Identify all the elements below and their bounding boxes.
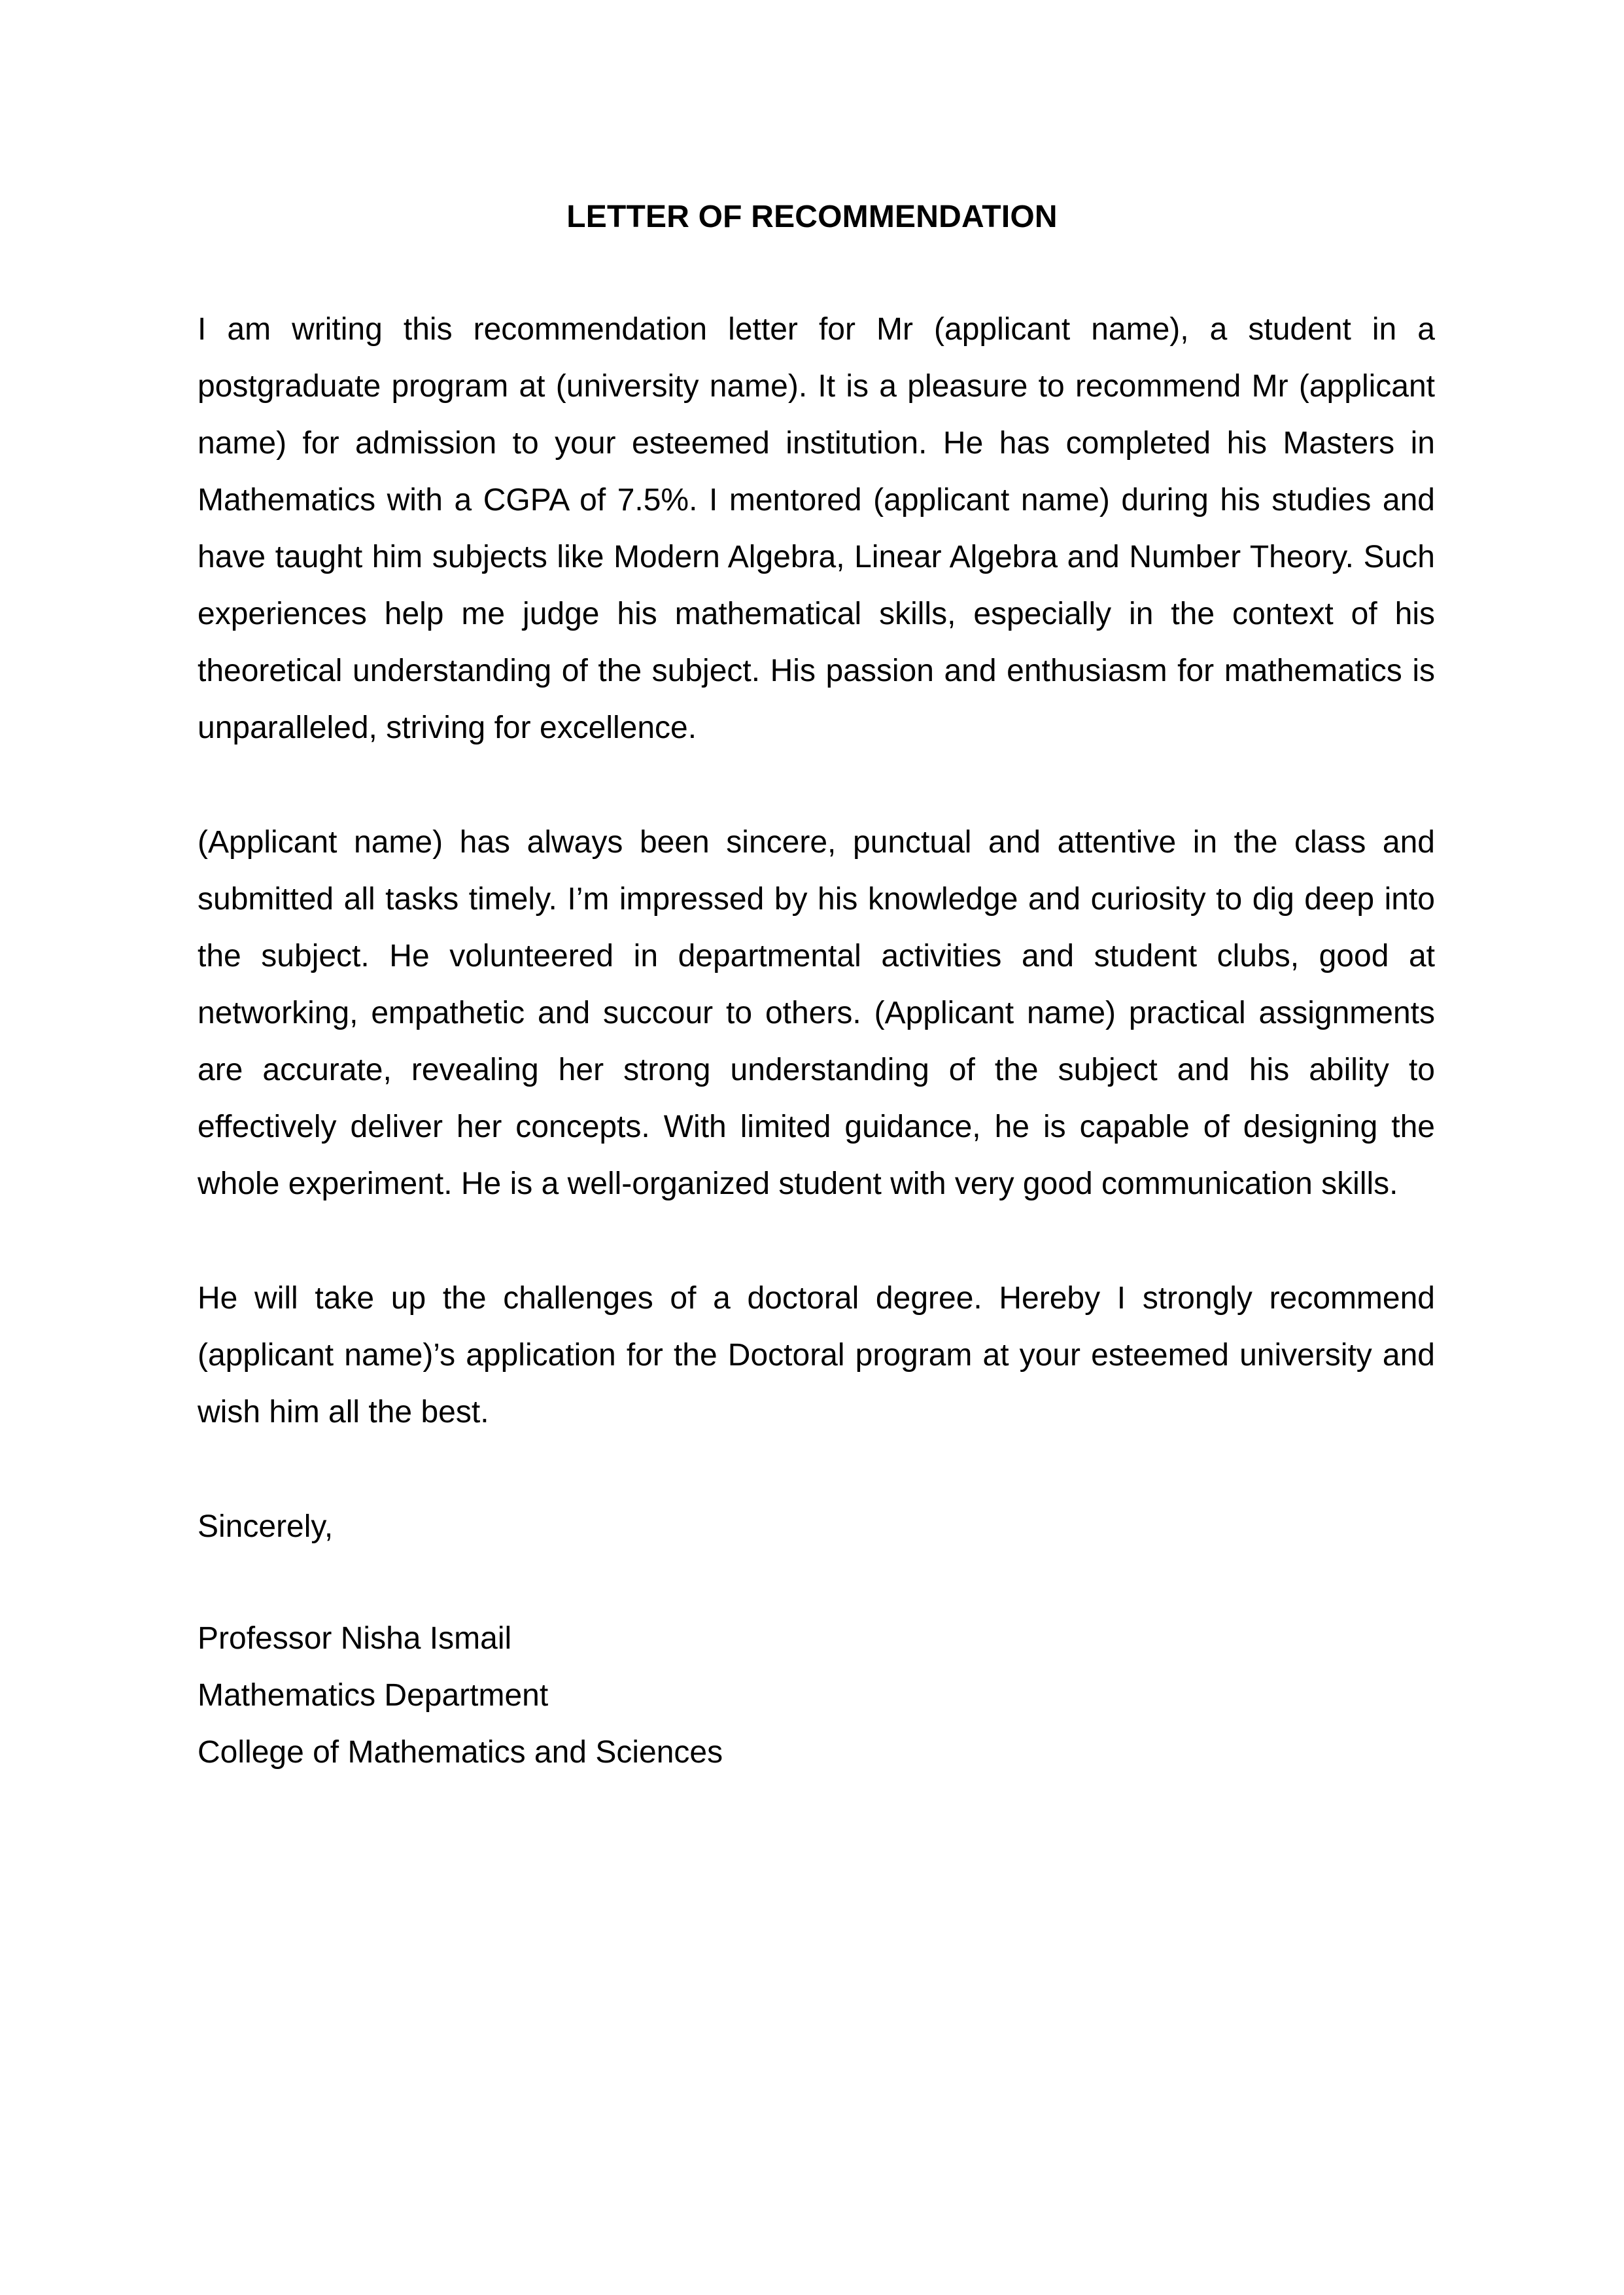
body-paragraph-2: (Applicant name) has always been sincere, punctual and attentive in the class and submitted all tasks timely. I’m impressed by his knowledge and curiosity to dig deep into the subject. He volunteered in departmental activities and student clubs, good at networking, empathetic and succour to others. (Applicant name) practical assignments are accurate, revealing her strong understanding of the subject and his ability to effectively deliver her concepts. With limited guidance, he is capable of designing the whole experiment. He is a well-organized student with very good communication skills. (198, 825, 1435, 1201)
closing-salutation: Sincerely, (198, 1509, 334, 1544)
signer-department: Mathematics Department (198, 1678, 549, 1713)
signature-block (198, 1610, 1435, 1781)
letter-body (198, 301, 1435, 1781)
signer-name: Professor Nisha Ismail (198, 1621, 512, 1656)
signer-college: College of Mathematics and Sciences (198, 1735, 723, 1770)
letter-title: LETTER OF RECOMMENDATION (566, 200, 1058, 234)
body-paragraph-1: I am writing this recommendation letter for Mr (applicant name), a student in a postgraduate program at (university name). It is a pleasure to recommend Mr (applicant name) for admission to your esteemed institution. He has completed his Masters in Mathematics with a CGPA of 7.5%. I mentored (applicant name) during his studies and have taught him subjects like Modern Algebra, Linear Algebra and Number Theory. Such experiences help me judge his mathematical skills, especially in the context of his theoretical understanding of the subject. His passion and enthusiasm for mathematics is unparalleled, striving for excellence. (198, 312, 1435, 745)
body-paragraph-3: He will take up the challenges of a doctoral degree. Hereby I strongly recommend (applicant name)’s application for the Doctoral program at your esteemed university and wish him all the best. (198, 1281, 1435, 1429)
